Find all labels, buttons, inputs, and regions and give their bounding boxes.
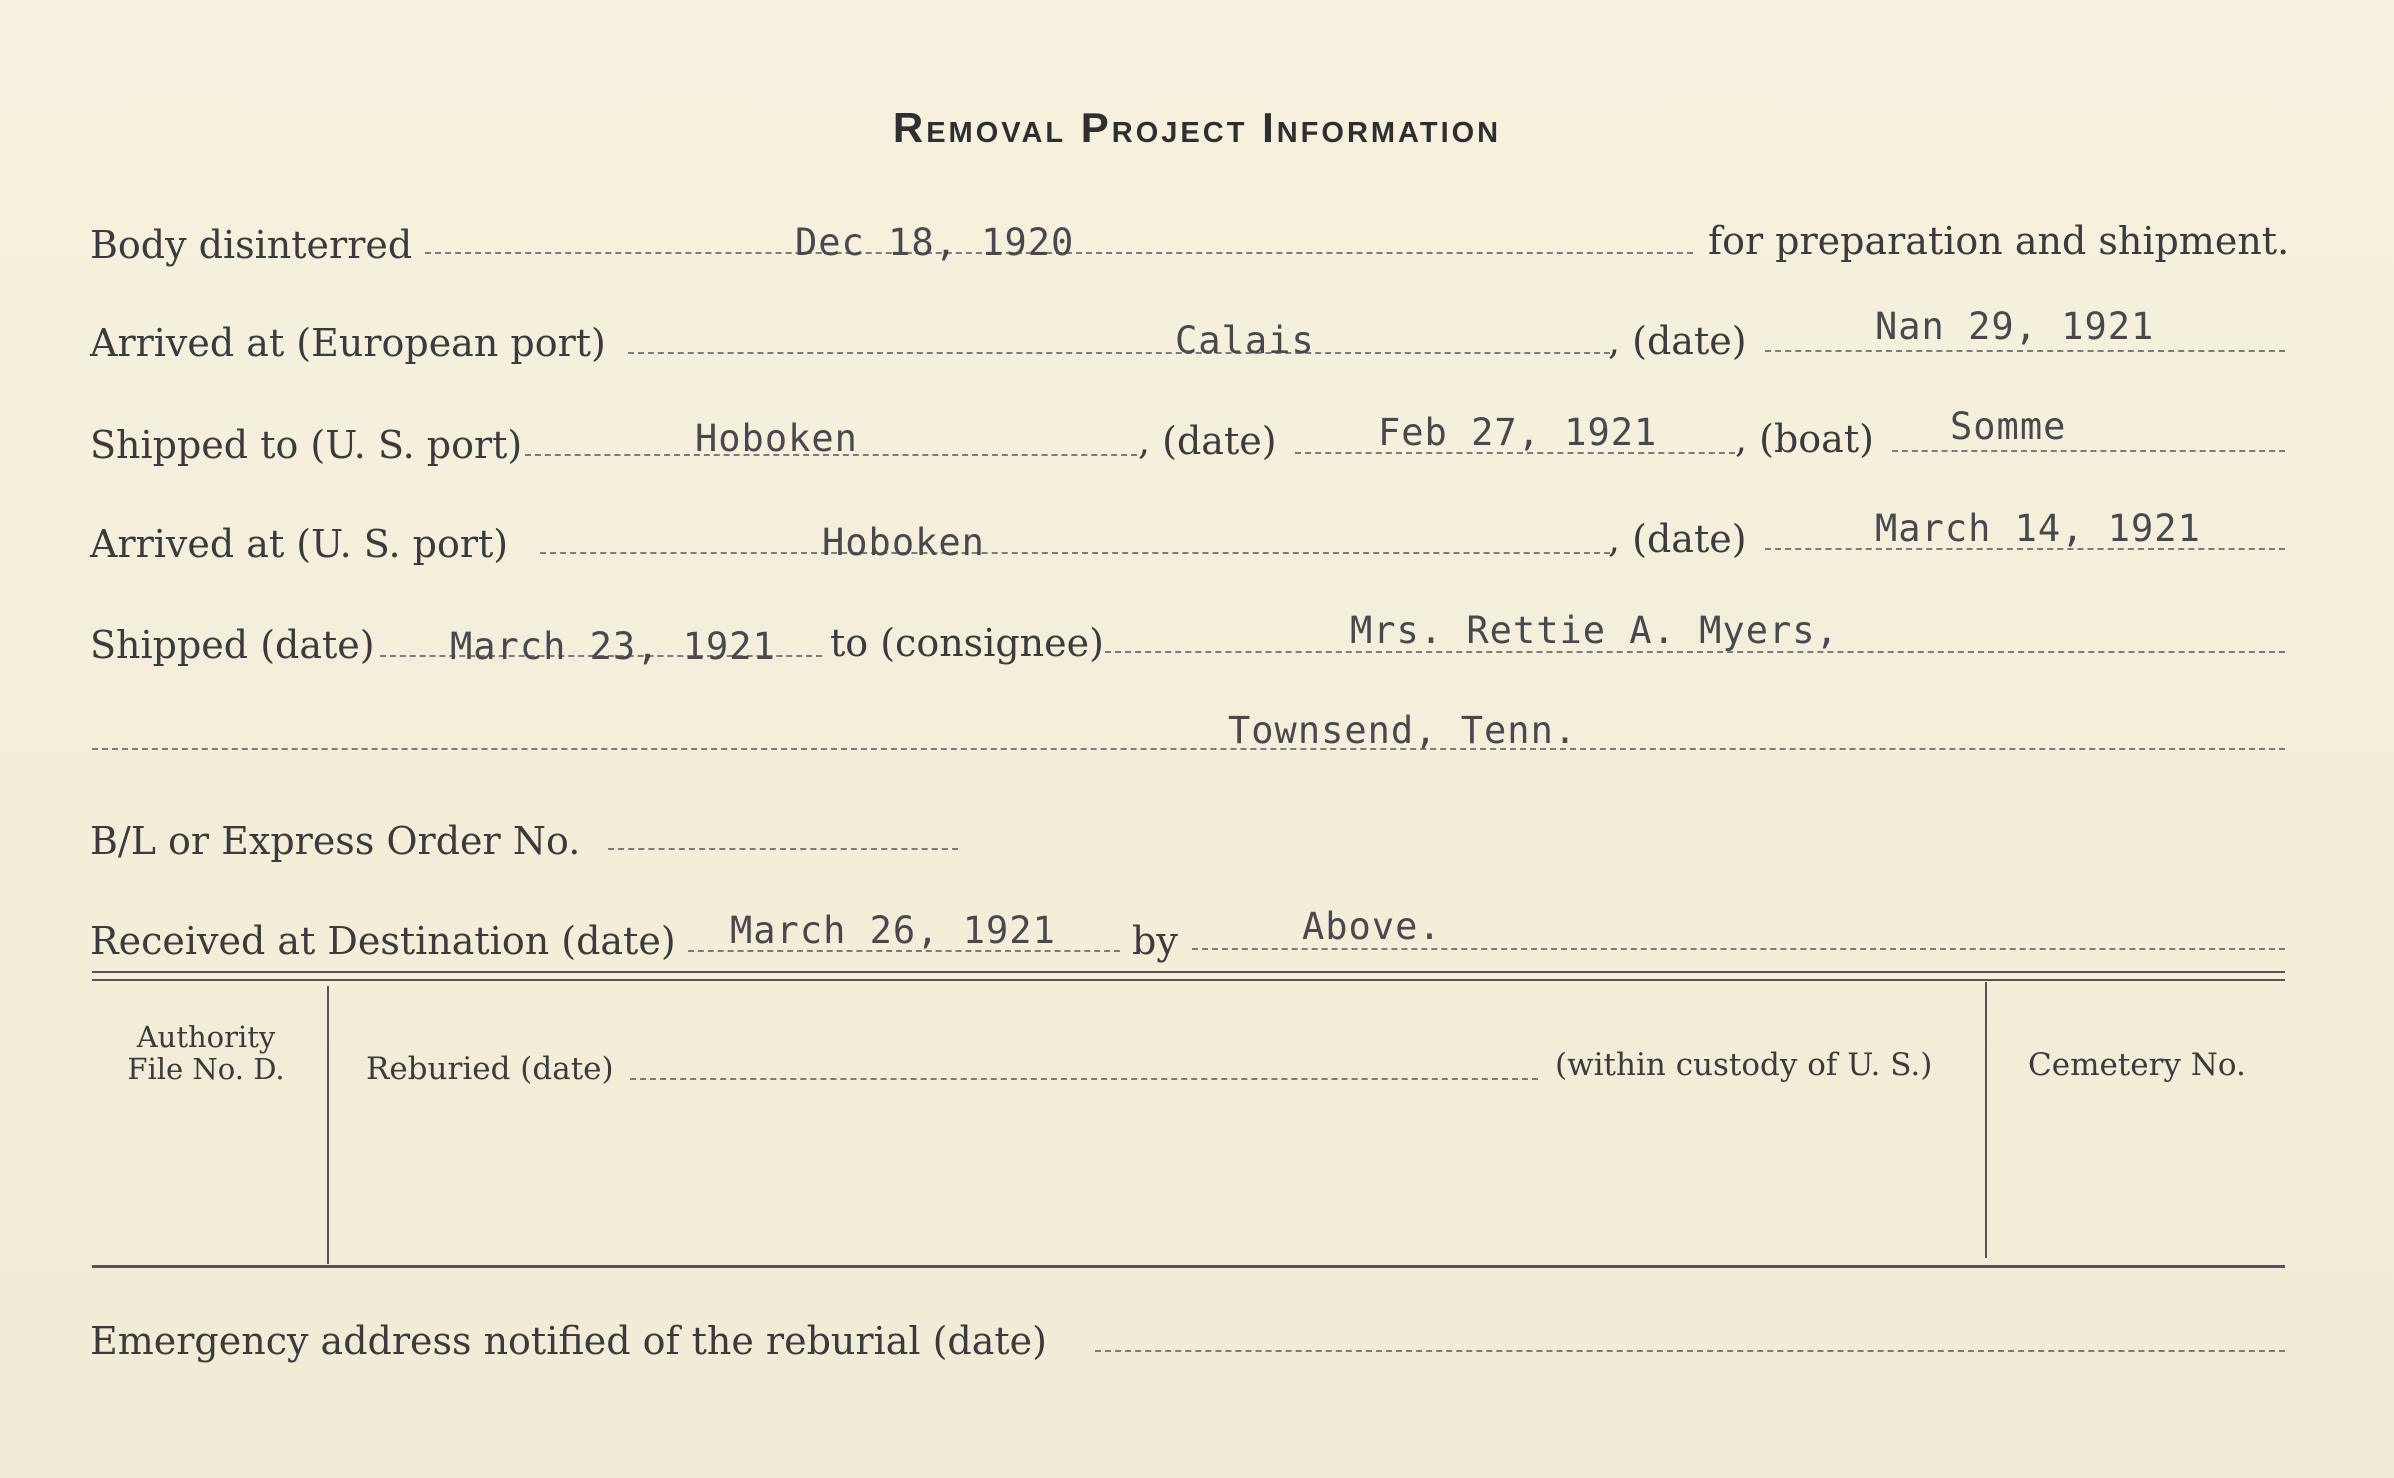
consignee-value-line2: Townsend, Tenn.: [1228, 709, 1578, 752]
table-top-rule-1: [92, 971, 2285, 973]
arrived-us-port-label: Arrived at (U. S. port): [90, 522, 509, 566]
us-port-shipped-date-value: Feb 27, 1921: [1378, 411, 1658, 454]
cemetery-no-label: Cemetery No.: [2028, 1047, 2246, 1083]
us-port-shipped-date-label: , (date): [1138, 419, 1277, 463]
boat-line: [1892, 450, 2285, 452]
boat-label: , (boat): [1735, 417, 1874, 461]
emergency-date-line: [1095, 1350, 2285, 1352]
within-custody-label: (within custody of U. S.): [1555, 1047, 1933, 1083]
received-by-line: [1192, 948, 2285, 950]
us-port-arrived-date-label: , (date): [1608, 517, 1747, 561]
card-title: Removal Project Information: [892, 104, 1502, 151]
bl-express-line: [608, 848, 958, 850]
received-at-destination-label: Received at Destination (date): [90, 919, 676, 963]
cemetery-column-divider: [1985, 982, 1987, 1258]
european-port-value: Calais: [1175, 319, 1315, 362]
authority-label-line2: File No. D.: [127, 1052, 285, 1087]
european-port-date-value: Nan 29, 1921: [1875, 305, 2155, 348]
body-disinterred-label: Body disinterred: [90, 223, 413, 267]
shipped-date-label: Shipped (date): [90, 623, 375, 667]
us-port-arrived-value: Hoboken: [822, 521, 985, 564]
authority-label-line1: Authority: [136, 1020, 276, 1054]
arrived-european-port-label: Arrived at (European port): [90, 321, 606, 365]
authority-column-divider: [327, 986, 329, 1264]
european-port-date-line: [1765, 350, 2285, 352]
body-disinterred-value: Dec 18, 1920: [795, 221, 1075, 264]
us-port-arrived-line: [540, 552, 1610, 554]
reburied-date-line: [630, 1078, 1538, 1080]
reburied-date-label: Reburied (date): [366, 1051, 614, 1087]
consignee-value-line1: Mrs. Rettie A. Myers,: [1350, 609, 1839, 652]
shipped-date-value: March 23, 1921: [450, 625, 776, 668]
authority-file-label: [96, 1021, 316, 1086]
european-port-line: [628, 352, 1610, 354]
us-port-shipped-value: Hoboken: [695, 417, 858, 460]
table-bottom-rule: [92, 1265, 2285, 1268]
boat-value: Somme: [1950, 405, 2067, 448]
received-date-value: March 26, 1921: [730, 909, 1056, 952]
consignee-continuation-line: [92, 748, 2285, 750]
us-port-arrived-date-value: March 14, 1921: [1875, 507, 2201, 550]
emergency-address-label: Emergency address notified of the reburial (date): [90, 1319, 1047, 1363]
received-by-value: Above.: [1302, 905, 1442, 948]
to-consignee-label: to (consignee): [830, 621, 1104, 665]
bl-express-label: B/L or Express Order No.: [90, 819, 581, 863]
by-label: by: [1132, 919, 1178, 963]
european-port-date-label: , (date): [1608, 319, 1747, 363]
shipped-to-us-port-label: Shipped to (U. S. port): [90, 423, 523, 467]
for-preparation-label: for preparation and shipment.: [1708, 219, 2290, 263]
table-top-rule-2: [92, 979, 2285, 981]
